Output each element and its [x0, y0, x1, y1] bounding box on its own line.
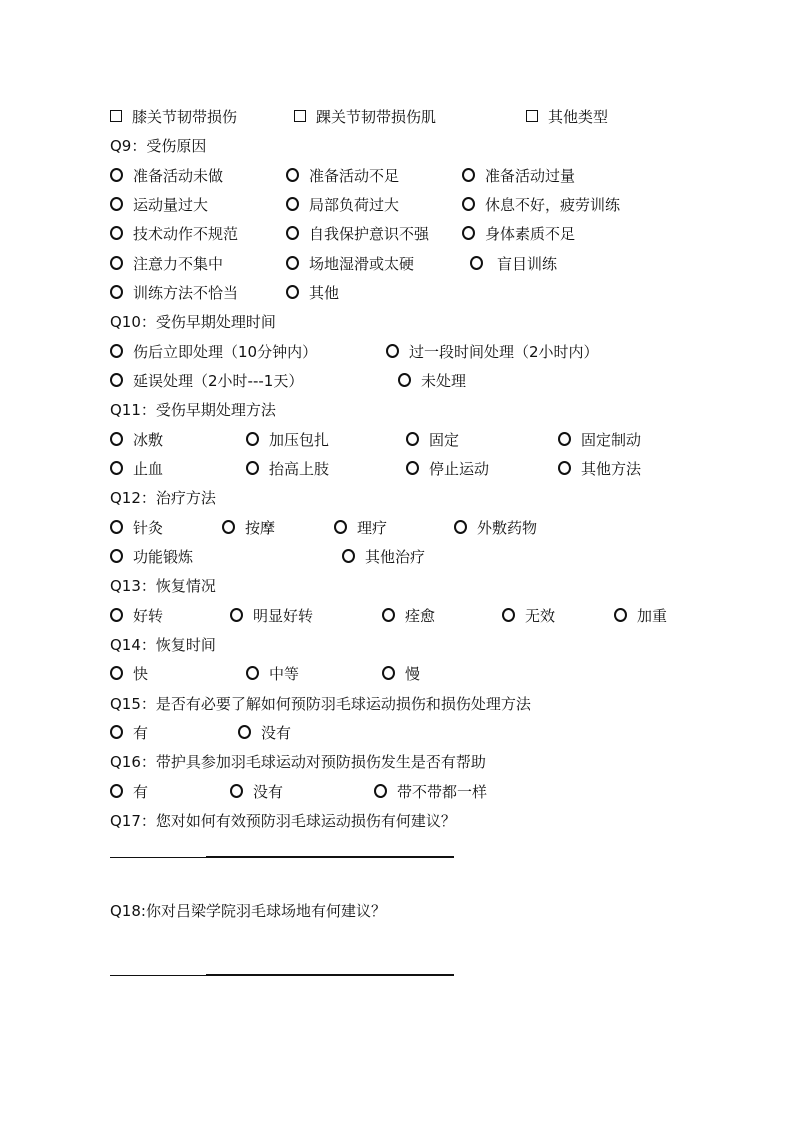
radio-icon[interactable] — [454, 520, 467, 534]
radio-icon[interactable] — [398, 373, 411, 387]
radio-icon[interactable] — [246, 432, 259, 446]
checkbox-icon[interactable] — [294, 110, 306, 122]
q9-option[interactable]: 准备活动过量 — [462, 165, 575, 187]
q17-answer-line-segment — [206, 856, 454, 857]
q9-option[interactable]: 注意力不集中 — [110, 253, 223, 275]
q8-options-row — [0, 106, 793, 128]
q11-option[interactable]: 固定 — [406, 429, 459, 451]
q9-option[interactable]: 休息不好，疲劳训练 — [462, 194, 620, 216]
radio-icon[interactable] — [110, 608, 123, 622]
q14-title: Q14：恢复时间 — [110, 636, 216, 654]
q13-option[interactable]: 无效 — [502, 605, 555, 627]
q11-option[interactable]: 固定制动 — [558, 429, 641, 451]
q9-option[interactable]: 其他 — [286, 282, 339, 304]
q18-answer-line[interactable] — [110, 975, 454, 976]
q10-option[interactable]: 过一段时间处理（2小时内） — [386, 341, 599, 363]
radio-icon[interactable] — [334, 520, 347, 534]
q15-option[interactable]: 没有 — [238, 722, 291, 744]
q11-option[interactable]: 止血 — [110, 458, 163, 480]
q12-option[interactable]: 功能锻炼 — [110, 546, 193, 568]
radio-icon[interactable] — [110, 549, 123, 563]
radio-icon[interactable] — [558, 432, 571, 446]
q9-option[interactable]: 盲目训练 — [470, 253, 557, 275]
q16-option[interactable]: 带不带都一样 — [374, 781, 487, 803]
radio-icon[interactable] — [246, 666, 259, 680]
q12-option[interactable]: 理疗 — [334, 517, 387, 539]
radio-icon[interactable] — [286, 197, 299, 211]
radio-icon[interactable] — [462, 226, 475, 240]
radio-icon[interactable] — [110, 226, 123, 240]
q16-option[interactable]: 没有 — [230, 781, 283, 803]
q9-option[interactable]: 准备活动未做 — [110, 165, 223, 187]
q14-option[interactable]: 慢 — [382, 663, 420, 685]
q12-option[interactable]: 按摩 — [222, 517, 275, 539]
q10-title: Q10：受伤早期处理时间 — [110, 313, 276, 331]
q10-option[interactable]: 未处理 — [398, 370, 466, 392]
radio-icon[interactable] — [286, 285, 299, 299]
q11-option[interactable]: 停止运动 — [406, 458, 489, 480]
radio-icon[interactable] — [406, 432, 419, 446]
radio-icon[interactable] — [110, 725, 123, 739]
radio-icon[interactable] — [246, 461, 259, 475]
q17-title: Q17：您对如何有效预防羽毛球运动损伤有何建议？ — [110, 812, 456, 830]
checkbox-icon[interactable] — [110, 110, 122, 122]
radio-icon[interactable] — [230, 608, 243, 622]
q9-option[interactable]: 场地湿滑或太硬 — [286, 253, 414, 275]
radio-icon[interactable] — [110, 784, 123, 798]
radio-icon[interactable] — [286, 226, 299, 240]
q15-option[interactable]: 有 — [110, 722, 148, 744]
radio-icon[interactable] — [110, 666, 123, 680]
q9-option[interactable]: 运动量过大 — [110, 194, 208, 216]
radio-icon[interactable] — [286, 168, 299, 182]
radio-icon[interactable] — [110, 373, 123, 387]
radio-icon[interactable] — [230, 784, 243, 798]
q11-option[interactable]: 其他方法 — [558, 458, 641, 480]
q8-option-knee[interactable]: 膝关节韧带损伤 — [110, 106, 237, 128]
radio-icon[interactable] — [382, 666, 395, 680]
radio-icon[interactable] — [382, 608, 395, 622]
q12-option[interactable]: 其他治疗 — [342, 546, 425, 568]
radio-icon[interactable] — [110, 432, 123, 446]
q13-option[interactable]: 明显好转 — [230, 605, 313, 627]
q16-title: Q16：带护具参加羽毛球运动对预防损伤发生是否有帮助 — [110, 753, 486, 771]
q9-row-3 — [0, 223, 793, 245]
q14-option[interactable]: 中等 — [246, 663, 299, 685]
q15-title: Q15：是否有必要了解如何预防羽毛球运动损伤和损伤处理方法 — [110, 695, 531, 713]
q8-option-ankle[interactable]: 踝关节韧带损伤肌 — [294, 106, 436, 128]
radio-icon[interactable] — [386, 344, 399, 358]
q10-option[interactable]: 延误处理（2小时---1天） — [110, 370, 303, 392]
radio-icon[interactable] — [110, 344, 123, 358]
q9-option[interactable]: 准备活动不足 — [286, 165, 399, 187]
q14-row-1 — [0, 663, 793, 685]
q12-option[interactable]: 外敷药物 — [454, 517, 537, 539]
q11-option[interactable]: 冰敷 — [110, 429, 163, 451]
q10-row-2 — [0, 370, 793, 392]
q12-row-2 — [0, 546, 793, 568]
q8-option-other[interactable]: 其他类型 — [526, 106, 608, 128]
q16-row-1 — [0, 781, 793, 803]
radio-icon[interactable] — [110, 520, 123, 534]
q12-row-1 — [0, 517, 793, 539]
radio-icon[interactable] — [462, 197, 475, 211]
radio-icon[interactable] — [502, 608, 515, 622]
radio-icon[interactable] — [462, 168, 475, 182]
q11-option[interactable]: 加压包扎 — [246, 429, 329, 451]
q18-title: Q18:你对吕梁学院羽毛球场地有何建议？ — [110, 902, 386, 920]
radio-icon[interactable] — [110, 285, 123, 299]
q13-option[interactable]: 痊愈 — [382, 605, 435, 627]
radio-icon[interactable] — [110, 168, 123, 182]
radio-icon[interactable] — [286, 256, 299, 270]
q11-option[interactable]: 抬高上肢 — [246, 458, 329, 480]
q18-answer-line-segment — [206, 974, 454, 975]
q12-title: Q12：治疗方法 — [110, 489, 216, 507]
q9-row-4 — [0, 253, 793, 275]
q9-row-2 — [0, 194, 793, 216]
q9-option[interactable]: 自我保护意识不强 — [286, 223, 429, 245]
radio-icon[interactable] — [406, 461, 419, 475]
radio-icon[interactable] — [238, 725, 251, 739]
q9-title: Q9：受伤原因 — [110, 137, 207, 155]
q9-option[interactable]: 技术动作不规范 — [110, 223, 238, 245]
radio-icon[interactable] — [110, 461, 123, 475]
q10-option[interactable]: 伤后立即处理（10分钟内） — [110, 341, 317, 363]
radio-icon[interactable] — [558, 461, 571, 475]
q10-row-1 — [0, 341, 793, 363]
q11-title: Q11：受伤早期处理方法 — [110, 401, 276, 419]
q9-option[interactable]: 局部负荷过大 — [286, 194, 399, 216]
radio-icon[interactable] — [342, 549, 355, 563]
q9-row-1 — [0, 165, 793, 187]
q9-option[interactable]: 训练方法不恰当 — [110, 282, 238, 304]
radio-icon[interactable] — [110, 197, 123, 211]
q13-option[interactable]: 加重 — [614, 605, 667, 627]
radio-icon[interactable] — [374, 784, 387, 798]
q16-option[interactable]: 有 — [110, 781, 148, 803]
q9-option[interactable]: 身体素质不足 — [462, 223, 575, 245]
radio-icon[interactable] — [222, 520, 235, 534]
q11-row-1 — [0, 429, 793, 451]
q9-row-5 — [0, 282, 793, 304]
q15-row-1 — [0, 722, 793, 744]
q11-row-2 — [0, 458, 793, 480]
radio-icon[interactable] — [470, 256, 483, 270]
radio-icon[interactable] — [110, 256, 123, 270]
radio-icon[interactable] — [614, 608, 627, 622]
q13-title: Q13：恢复情况 — [110, 577, 216, 595]
checkbox-icon[interactable] — [526, 110, 538, 122]
q13-row-1 — [0, 605, 793, 627]
q13-option[interactable]: 好转 — [110, 605, 163, 627]
q12-option[interactable]: 针灸 — [110, 517, 163, 539]
q14-option[interactable]: 快 — [110, 663, 148, 685]
q17-answer-line[interactable] — [110, 857, 454, 858]
